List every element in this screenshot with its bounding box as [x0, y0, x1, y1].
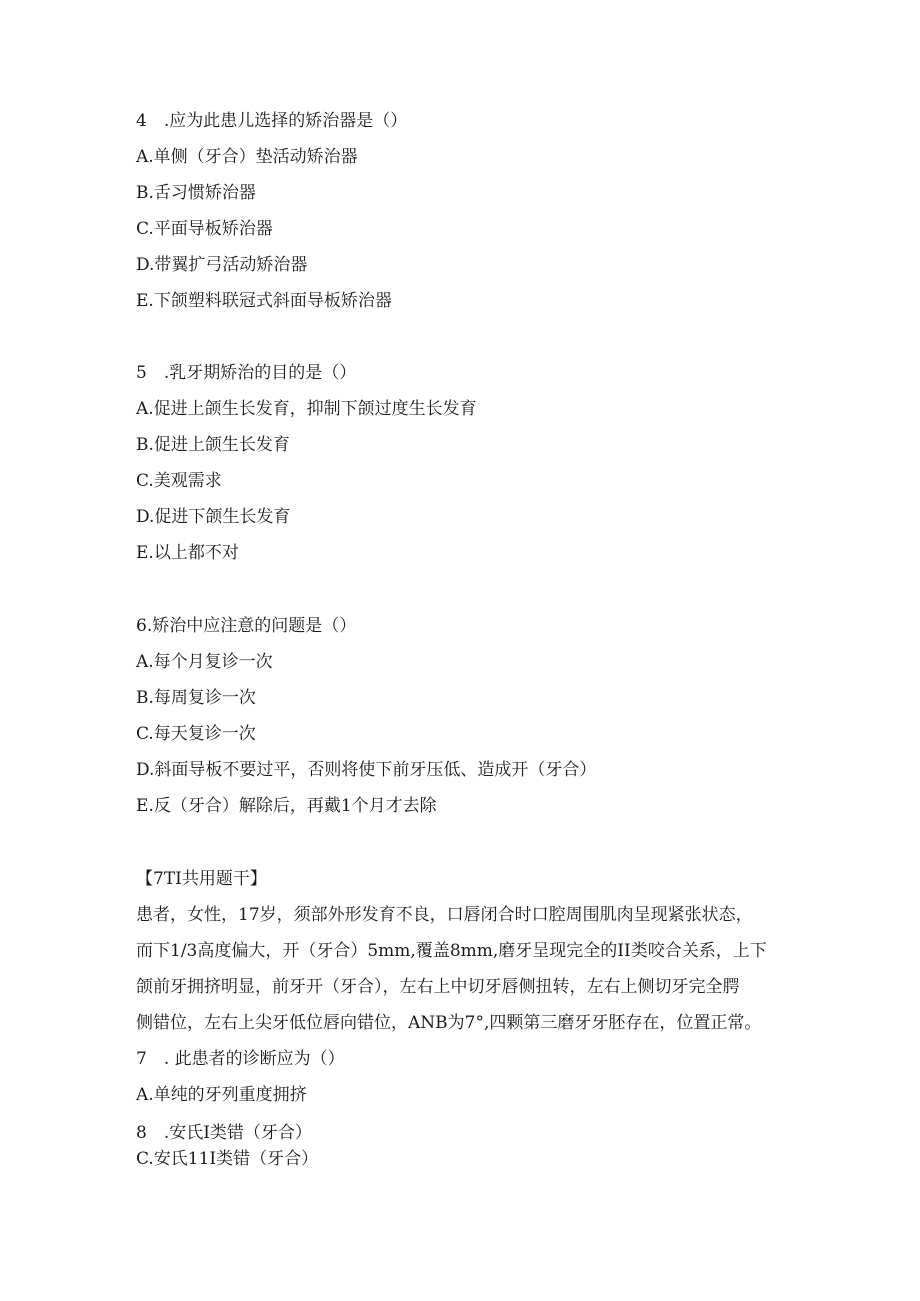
question-4-option-c: C.平面导板矫治器	[136, 219, 273, 239]
question-5-option-b: B.促进上颌生长发育	[136, 435, 290, 455]
shared-stem-line-2: 而下1/3高度偏大，开（牙合）5mm,覆盖8mm,磨牙呈现完全的II类咬合关系，上下	[136, 941, 767, 961]
shared-stem-line-1: 患者，女性，17岁，须部外形发育不良，口唇闭合时口腔周围肌肉呈现紧张状态，	[136, 905, 753, 925]
shared-stem-line-3: 颌前牙拥挤明显，前牙开（牙合），左右上中切牙唇侧扭转，左右上侧切牙完全腭	[136, 977, 740, 997]
question-5-option-e: E.以上都不对	[136, 543, 239, 563]
question-8-stem: 8 .安氏I类错（牙合）	[136, 1123, 312, 1143]
shared-stem-line-4: 侧错位，左右上尖牙低位唇向错位，ANB为7°,四颗第三磨牙牙胚存在，位置正常。	[136, 1013, 762, 1033]
question-5-option-c: C.美观需求	[136, 471, 222, 491]
question-4-option-d: D.带翼扩弓活动矫治器	[136, 255, 308, 275]
question-5-stem: 5 .乳牙期矫治的目的是（）	[136, 363, 357, 383]
question-4-stem: 4 .应为此患儿选择的矫治器是（）	[136, 111, 408, 131]
question-6-stem: 6.矫治中应注意的问题是（）	[136, 616, 357, 636]
question-6-option-e: E.反（牙合）解除后，再戴1个月才去除	[136, 796, 437, 816]
question-7-stem: 7 . 此患者的诊断应为（）	[136, 1049, 345, 1069]
question-6-option-c: C.每天复诊一次	[136, 724, 256, 744]
shared-stem-header: 【7TI共用题干】	[136, 869, 267, 889]
question-4-option-a: A.单侧（牙合）垫活动矫治器	[136, 147, 358, 167]
question-6-option-d: D.斜面导板不要过平，否则将使下前牙压低、造成开（牙合）	[136, 760, 597, 780]
question-4-option-e: E.下颌塑料联冠式斜面导板矫治器	[136, 291, 392, 311]
question-8-option-c: C.安氏11I类错（牙合）	[136, 1149, 319, 1169]
question-5-option-a: A.促进上颌生长发育，抑制下颌过度生长发育	[136, 399, 477, 419]
question-5-option-d: D.促进下颌生长发育	[136, 507, 291, 527]
question-6-option-b: B.每周复诊一次	[136, 688, 256, 708]
question-4-option-b: B.舌习惯矫治器	[136, 183, 256, 203]
question-6-option-a: A.每个月复诊一次	[136, 652, 273, 672]
question-7-option-a: A.单纯的牙列重度拥挤	[136, 1085, 307, 1105]
